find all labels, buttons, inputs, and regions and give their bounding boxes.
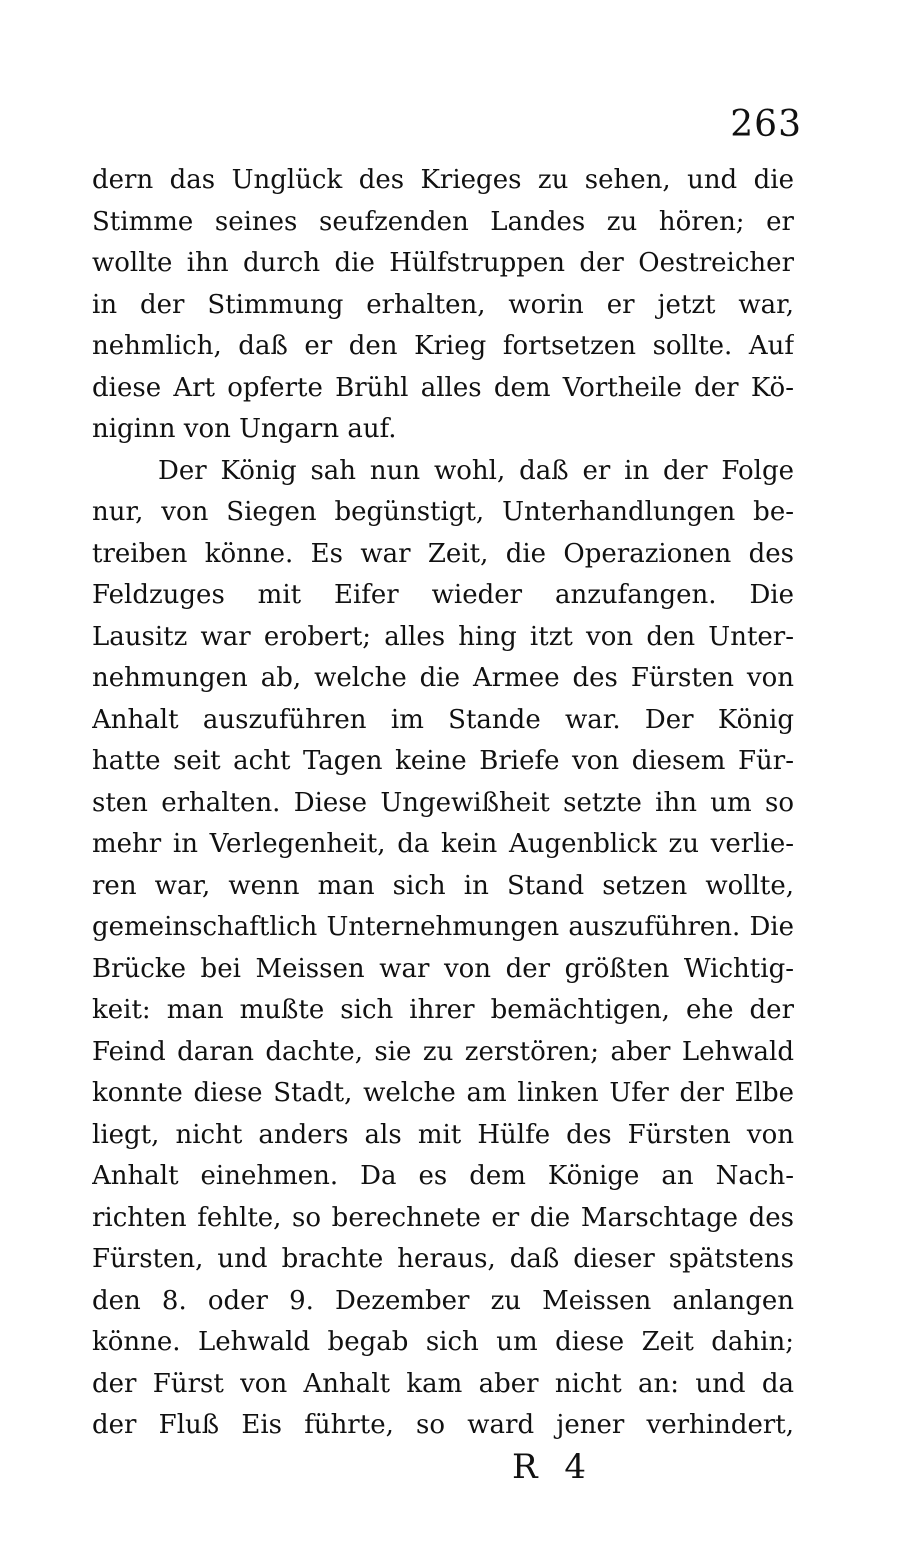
text-line: Fürsten, und brachte heraus, daß dieser spätstens xyxy=(92,1244,794,1274)
text-line: Anhalt einehmen. Da es dem Könige an Nach- xyxy=(92,1161,794,1191)
text-line: mehr in Verlegenheit, da kein Augenblick zu verlie- xyxy=(92,829,794,859)
text-line: der Fluß Eis führte, so ward jener verhindert, xyxy=(92,1410,794,1440)
text-line: der Fürst von Anhalt kam aber nicht an: und da xyxy=(92,1368,794,1399)
signature-mark: R 4 xyxy=(512,1447,595,1487)
text-line: nur, von Siegen begünstigt, Unterhandlungen be- xyxy=(92,497,794,527)
body-text xyxy=(92,160,794,1447)
text-line: keit: man mußte sich ihrer bemächtigen, ehe der xyxy=(92,995,794,1025)
text-line: Anhalt auszuführen im Stande war. Der König xyxy=(92,704,794,735)
text-line: konnte diese Stadt, welche am linken Ufer der Elbe xyxy=(92,1078,794,1108)
text-line: Feind daran dachte, sie zu zerstören; aber Lehwald xyxy=(92,1036,794,1067)
text-line: den 8. oder 9. Dezember zu Meissen anlangen xyxy=(92,1285,794,1316)
text-line: diese Art opferte Brühl alles dem Vortheile der Kö- xyxy=(92,372,794,403)
text-line: gemeinschaftlich Unternehmungen auszuführen. Die xyxy=(92,912,794,942)
text-line: nehmlich, daß er den Krieg fortsetzen sollte. Auf xyxy=(92,331,794,361)
text-line: ren war, wenn man sich in Stand setzen wollte, xyxy=(92,870,794,901)
text-line: Brücke bei Meissen war von der größten Wichtig- xyxy=(92,953,794,984)
text-line: niginn von Ungarn auf. xyxy=(92,414,397,444)
text-line: sten erhalten. Diese Ungewißheit setzte ihn um so xyxy=(92,787,794,818)
text-line: Lausitz war erobert; alles hing itzt von den Unter- xyxy=(92,621,794,652)
text-line: treiben könne. Es war Zeit, die Operazionen des xyxy=(92,538,794,569)
text-line: Der König sah nun wohl, daß er in der Folge xyxy=(158,455,794,486)
text-line: könne. Lehwald begab sich um diese Zeit dahin; xyxy=(92,1327,794,1357)
text-line: richten fehlte, so berechnete er die Marschtage des xyxy=(92,1202,794,1233)
text-line: nehmungen ab, welche die Armee des Fürsten von xyxy=(92,663,794,693)
text-line: Stimme seines seufzenden Landes zu hören; er xyxy=(92,206,794,237)
paragraph-2 xyxy=(92,451,794,1447)
paragraph-1 xyxy=(92,160,794,451)
text-line: liegt, nicht anders als mit Hülfe des Fürsten von xyxy=(92,1119,794,1150)
text-line: hatte seit acht Tagen keine Briefe von diesem Für- xyxy=(92,746,794,776)
text-line: wollte ihn durch die Hülfstruppen der Oestreicher xyxy=(92,248,794,278)
page-number: 263 xyxy=(730,104,802,145)
text-line: in der Stimmung erhalten, worin er jetzt war, xyxy=(92,289,794,320)
text-line: dern das Unglück des Krieges zu sehen, und die xyxy=(92,165,794,195)
text-line: Feldzuges mit Eifer wieder anzufangen. Die xyxy=(92,580,794,610)
